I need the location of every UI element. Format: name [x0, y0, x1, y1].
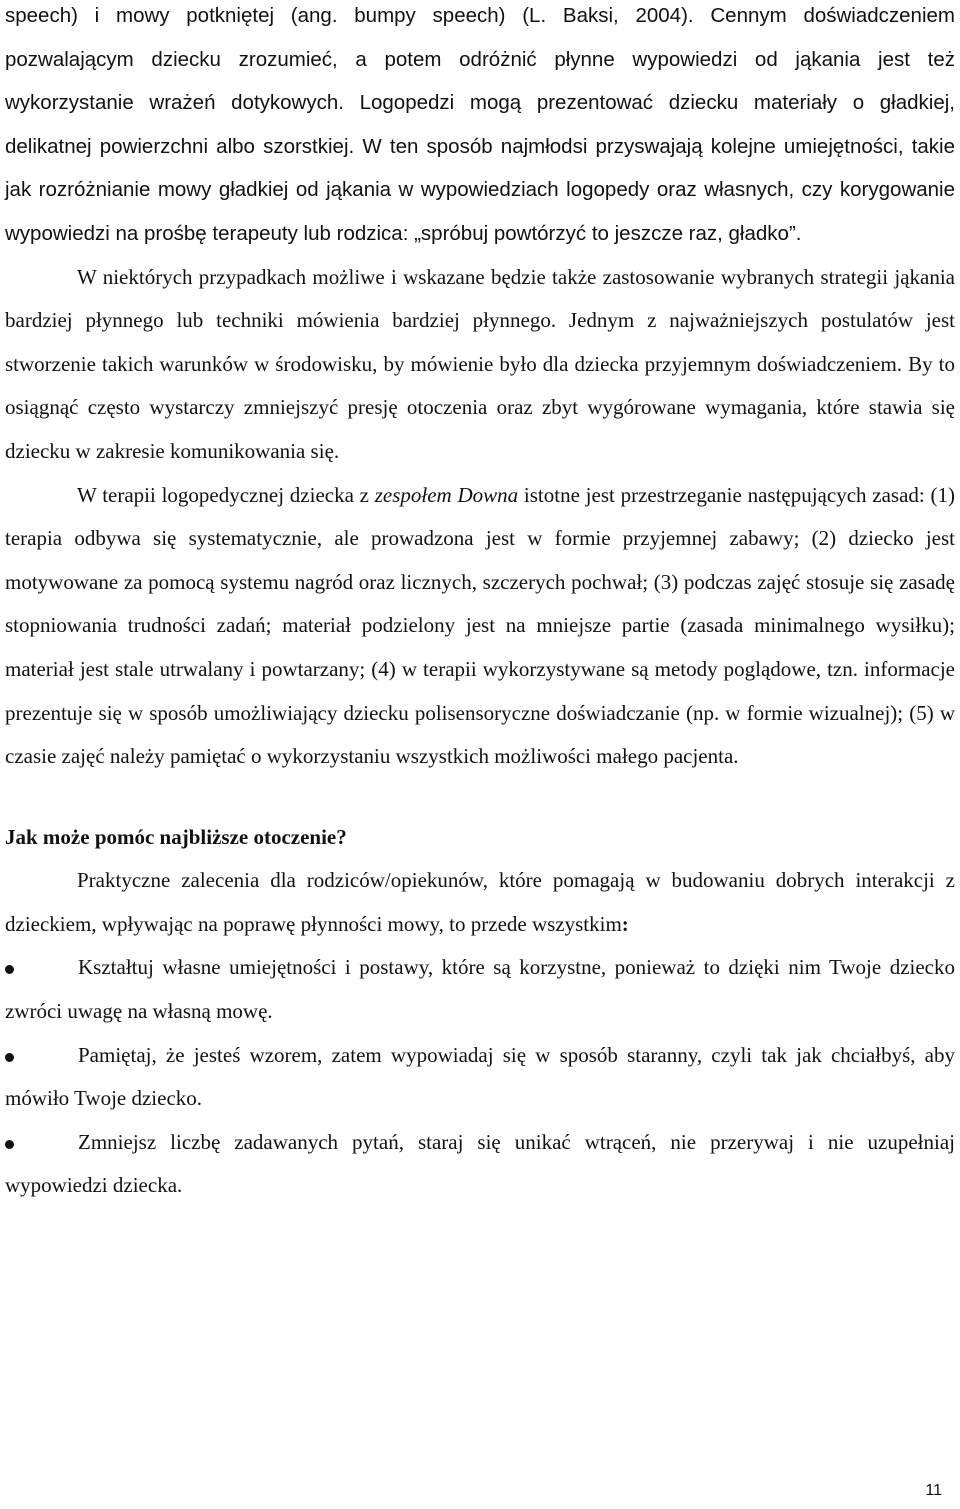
paragraph-tactile-experience: [5, 0, 955, 256]
paragraph-down-syndrome-therapy: [5, 474, 955, 779]
paragraph-serif-mid: Jednym z najważniejszych postulatów jest stworzenie takich warunków w środowisku, by mówienie było dla dziecka przyjemnym doświadczeniem.: [5, 308, 955, 376]
paragraph-practical-recommendations: [5, 859, 955, 946]
recommendations-intro: Praktyczne zalecenia dla rodziców/opiekunów, które pomagają w budowaniu dobrych interakcji z dzieckiem, wpływając na poprawę płynności mowy, to przede wszystkim: [5, 868, 955, 936]
list-item: [5, 946, 955, 1033]
paragraph-fluency-strategies: [5, 256, 955, 474]
section-heading: Jak może pomóc najbliższe otoczenie?: [5, 824, 347, 849]
recommendations-list: [5, 946, 955, 1208]
recommendations-colon: :: [621, 911, 629, 936]
italic-term: zespołem Downa: [374, 482, 519, 507]
list-item-text: Zmniejsz liczbę zadawanych pytań, staraj się unikać wtrąceń, nie przerywaj i nie uzupełniaj wypowiedzi dziecka.: [5, 1129, 955, 1198]
paragraph-serif-end: By to osiągnąć często wystarczy zmniejszyć presję otoczenia oraz zbyt wygórowane wymagania, które stawia się dziecku w zakresie komunikowania się.: [5, 351, 955, 463]
bullet-icon: [5, 1053, 14, 1062]
bullet-icon: [5, 1140, 14, 1149]
paragraph-text-start: W terapii logopedycznej dziecka z: [77, 482, 375, 507]
bullet-icon: [5, 965, 14, 974]
list-item-text: Kształtuj własne umiejętności i postawy, które są korzystne, ponieważ to dzięki nim Twoje dziecko zwróci uwagę na własną mowę.: [5, 955, 955, 1024]
paragraph-sans-continuation: W ten sposób najmłodsi przyswajają kolejne umiejętności, takie jak rozróżnianie mowy gładkiej od jąkania w wypowiedziach logopedy oraz własnych, czy korygowanie wypowiedzi na prośbę terapeuty lub rodzica: „spróbuj powtórzyć to jeszcze raz, gładko”.: [5, 134, 955, 245]
page-number: 11: [925, 1482, 942, 1499]
paragraph-sans-segment: speech) i mowy potkniętej (ang. bumpy speech) (L. Baksi, 2004). Cennym doświadczeniem pozwalającym dziecku zrozumieć, a potem odróżnić płynne wypowiedzi od jąkania jest też wykorzystanie wrażeń dotykowych. Logopedzi mogą prezentować dziecku materiały o gładkiej, delikatnej powierzchni albo szorstkiej.: [5, 4, 955, 158]
document-page: [5, 0, 955, 1208]
list-item: [5, 1034, 955, 1121]
list-item: [5, 1121, 955, 1208]
paragraph-text-rest: istotne jest przestrzeganie następujących zasad: (1) terapia odbywa się systematycznie, ale prowadzona jest w formie przyjemnej zabawy; (2) dziecko jest motywowane za pomocą systemu nagród oraz licznych, szczerych pochwał; (3) podczas zajęć stosuje się zasadę stopniowania trudności zadań; materiał podzielony jest na mniejsze partie (zasada minimalnego wysiłku); materiał jest stale utrwalany i powtarzany; (4) w terapii wykorzystywane są metody poglądowe, tzn. informacje prezentuje się w sposób umożliwiający dziecku polisensoryczne doświadczanie (np. w formie wizualnej); (5) w czasie zajęć należy pamiętać o wykorzystaniu wszystkich możliwości małego pacjenta.: [5, 482, 955, 769]
section-spacer: [5, 779, 955, 816]
list-item-text: Pamiętaj, że jesteś wzorem, zatem wypowiadaj się w sposób staranny, czyli tak jak chciałbyś, aby mówiło Twoje dziecko.: [5, 1042, 955, 1111]
paragraph-serif-segment: W niektórych przypadkach możliwe i wskazane będzie także zastosowanie wybranych strategii jąkania bardziej płynnego lub techniki mówienia bardziej płynnego.: [5, 264, 955, 333]
